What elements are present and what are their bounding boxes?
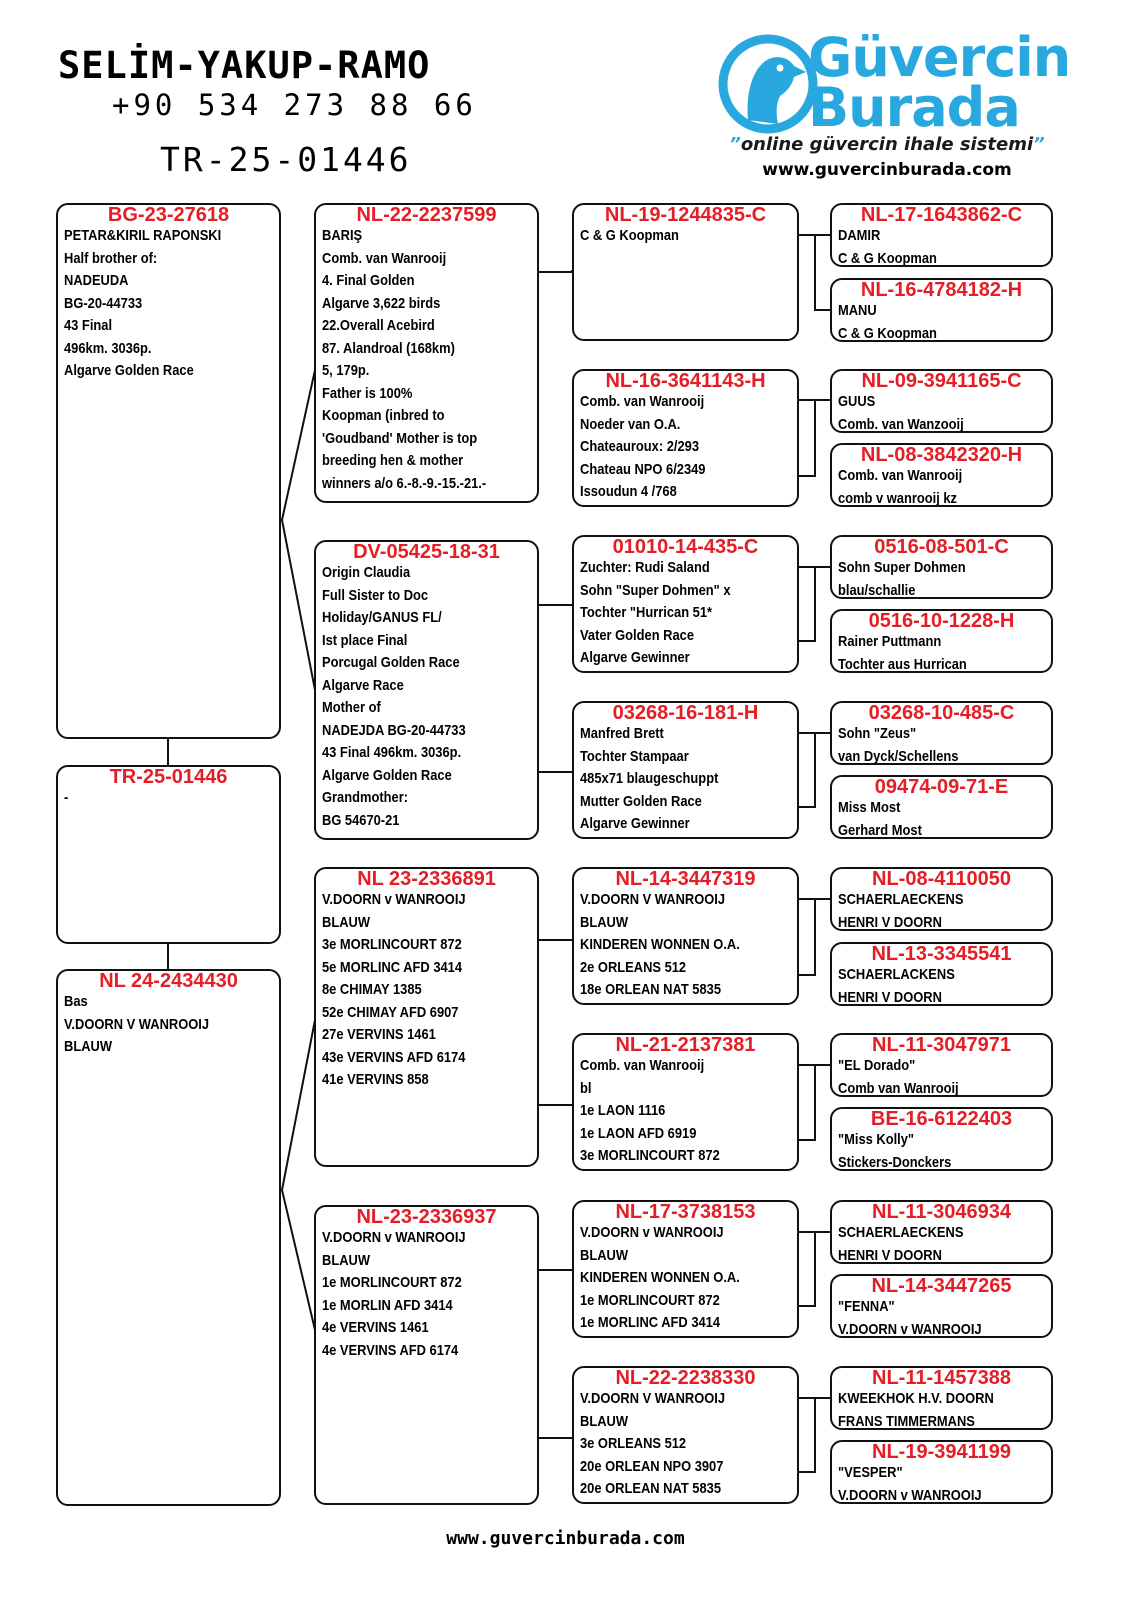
card-line: Algarve Race bbox=[322, 676, 404, 694]
pedigree-card-sddd bbox=[830, 775, 1053, 839]
card-line: Algarve Golden Race bbox=[322, 766, 452, 784]
ring-number: NL-09-3941165-C bbox=[861, 370, 1022, 392]
card-line: Origin Claudia bbox=[322, 564, 411, 581]
card-line: GUUS bbox=[838, 393, 876, 410]
card-line: DAMIR bbox=[838, 227, 881, 244]
ring-number: 0516-10-1228-H bbox=[868, 610, 1015, 632]
card-line: 1e LAON AFD 6919 bbox=[580, 1124, 697, 1142]
card-line: blau/schallie bbox=[838, 581, 916, 599]
card-line: Grandmother: bbox=[322, 789, 409, 806]
card-line: NADEJDA BG-20-44733 bbox=[322, 721, 466, 739]
card-line: Comb. van Wanrooij bbox=[322, 249, 447, 267]
card-line: Algarve Gewinner bbox=[580, 649, 690, 666]
ring-number: NL-16-3641143-H bbox=[605, 370, 766, 392]
ring-number: 09474-09-71-E bbox=[874, 776, 1009, 798]
footer-url: www.guvercinburada.com bbox=[446, 1528, 685, 1549]
ring-number: NL-22-2237599 bbox=[356, 204, 497, 226]
card-line: 2e ORLEANS 512 bbox=[580, 958, 687, 976]
card-line: Ist place Final bbox=[322, 631, 408, 649]
card-line: HENRI V DOORN bbox=[838, 1246, 942, 1264]
pedigree-card-ddss bbox=[830, 1200, 1053, 1264]
logo-url: www.guvercinburada.com bbox=[762, 160, 1012, 180]
logo-tagline: ”online güvercin ihale sistemi” bbox=[729, 134, 1045, 155]
card-line: V.DOORN v WANROOIJ bbox=[580, 1224, 724, 1241]
pedigree-card-sdd bbox=[572, 701, 799, 839]
card-line: V.DOORN v WANROOIJ bbox=[838, 1320, 982, 1338]
pedigree-card-dsds bbox=[830, 1033, 1053, 1097]
ring-number: NL 24-2434430 bbox=[99, 970, 238, 992]
ring-number: NL-17-1643862-C bbox=[860, 204, 1023, 226]
card-line: Holiday/GANUS FL/ bbox=[322, 609, 442, 626]
card-line: "EL Dorado" bbox=[838, 1057, 916, 1074]
pedigree-card-ss bbox=[314, 203, 539, 503]
card-line: 52e CHIMAY AFD 6907 bbox=[322, 1003, 459, 1021]
card-line: Chateau NPO 6/2349 bbox=[580, 460, 706, 478]
card-line: 1e LAON 1116 bbox=[580, 1102, 666, 1119]
pedigree-card-sd bbox=[314, 540, 539, 840]
card-line: KINDEREN WONNEN O.A. bbox=[580, 1269, 740, 1286]
card-line: HENRI V DOORN bbox=[838, 988, 942, 1006]
card-line: 43 Final 496km. 3036p. bbox=[322, 744, 462, 761]
card-line: 43 Final bbox=[64, 317, 113, 334]
card-line: KINDEREN WONNEN O.A. bbox=[580, 936, 740, 953]
card-line: SCHAERLAECKENS bbox=[838, 1224, 964, 1241]
ring-number: DV-05425-18-31 bbox=[353, 541, 500, 563]
ring-number: NL-11-3047971 bbox=[872, 1034, 1011, 1056]
card-line: BLAUW bbox=[580, 1246, 629, 1264]
pedigree-card-ds bbox=[314, 867, 539, 1167]
card-line: 1e MORLINCOURT 872 bbox=[580, 1291, 720, 1309]
pedigree-card-ssss bbox=[830, 203, 1053, 267]
card-line: 3e ORLEANS 512 bbox=[580, 1435, 687, 1452]
card-line: Miss Most bbox=[838, 799, 901, 816]
card-line: KWEEKHOK H.V. DOORN bbox=[838, 1390, 994, 1407]
card-line: 5, 179p. bbox=[322, 362, 370, 379]
card-line: Sohn "Super Dohmen" x bbox=[580, 581, 731, 599]
card-line: Issoudun 4 /768 bbox=[580, 483, 677, 500]
card-line: breeding hen & mother bbox=[322, 452, 464, 469]
card-line: "Miss Kolly" bbox=[838, 1131, 915, 1148]
card-line: Tochter "Hurrican 51* bbox=[580, 604, 713, 621]
ring-number: NL-14-3447265 bbox=[871, 1275, 1012, 1297]
card-line: bl bbox=[580, 1079, 592, 1097]
logo-word-burada: Burada bbox=[808, 76, 1020, 139]
card-line: Comb. van Wanzooij bbox=[838, 415, 964, 433]
pedigree-card-sss bbox=[572, 203, 799, 341]
logo-word-guvercin: Güvercin bbox=[808, 26, 1071, 89]
card-line: Sohn Super Dohmen bbox=[838, 559, 966, 576]
card-line: 1e MORLINCOURT 872 bbox=[322, 1274, 462, 1291]
ring-number: NL-22-2238330 bbox=[615, 1367, 756, 1389]
card-line: comb v wanrooij kz bbox=[838, 489, 958, 507]
ring-number: 03268-10-485-C bbox=[868, 702, 1015, 724]
pedigree-card-sssd bbox=[830, 278, 1053, 342]
ring-number: BE-16-6122403 bbox=[870, 1108, 1013, 1130]
logo-tagline-text: online güvercin ihale sistemi bbox=[740, 134, 1034, 155]
card-line: Comb. van Wanrooij bbox=[580, 1057, 705, 1074]
card-line: Porcugal Golden Race bbox=[322, 654, 460, 671]
card-line: Tochter aus Hurrican bbox=[838, 655, 967, 673]
card-line: 27e VERVINS 1461 bbox=[322, 1026, 436, 1043]
card-line: 22.Overall Acebird bbox=[322, 317, 435, 334]
pedigree-card-dds bbox=[572, 1200, 799, 1338]
card-line: Mother of bbox=[322, 699, 381, 716]
card-line: Tochter Stampaar bbox=[580, 747, 689, 765]
card-line: 4. Final Golden bbox=[322, 272, 415, 289]
card-line: Manfred Brett bbox=[580, 725, 664, 742]
card-line: Algarve 3,622 birds bbox=[322, 294, 441, 312]
card-line: V.DOORN V WANROOIJ bbox=[64, 1015, 210, 1033]
card-line: 3e MORLINCOURT 872 bbox=[580, 1147, 720, 1164]
pedigree-card-ddds bbox=[830, 1366, 1053, 1430]
card-line: BARIŞ bbox=[322, 227, 363, 244]
pedigree-card-sdsd bbox=[830, 609, 1053, 673]
card-line: V.DOORN v WANROOIJ bbox=[322, 1229, 466, 1246]
card-line: Vater Golden Race bbox=[580, 626, 695, 644]
card-line: HENRI V DOORN bbox=[838, 913, 942, 931]
pedigree-card-dss bbox=[572, 867, 799, 1005]
card-line: BG 54670-21 bbox=[322, 811, 400, 829]
card-line: Comb van Wanrooij bbox=[838, 1079, 959, 1097]
ring-number: 01010-14-435-C bbox=[612, 536, 759, 558]
card-line: 5e MORLINC AFD 3414 bbox=[322, 958, 463, 976]
card-line: SCHAERLAECKENS bbox=[838, 891, 964, 908]
ring-number: NL-14-3447319 bbox=[615, 868, 756, 890]
card-line: 20e ORLEAN NAT 5835 bbox=[580, 1480, 721, 1497]
card-line: BLAUW bbox=[580, 913, 629, 931]
card-line: 8e CHIMAY 1385 bbox=[322, 981, 422, 998]
card-line: Stickers-Donckers bbox=[838, 1153, 952, 1171]
main-ring-number: TR-25-01446 bbox=[160, 140, 412, 179]
card-line: SCHAERLACKENS bbox=[838, 966, 955, 983]
card-line: BLAUW bbox=[322, 1251, 371, 1269]
card-line: PETAR&KIRIL RAPONSKI bbox=[64, 227, 222, 244]
owner-phone: +90 534 273 88 66 bbox=[112, 88, 477, 122]
card-line: van Dyck/Schellens bbox=[838, 747, 959, 765]
card-line: 'Goudband' Mother is top bbox=[322, 429, 478, 447]
pedigree-card-ssds bbox=[830, 369, 1053, 433]
pedigree-card-dsd bbox=[572, 1033, 799, 1171]
card-line: - bbox=[64, 789, 69, 806]
card-line: C & G Koopman bbox=[838, 249, 937, 267]
ring-number: NL-19-3941199 bbox=[872, 1441, 1011, 1463]
card-line: 18e ORLEAN NAT 5835 bbox=[580, 981, 721, 998]
pedigree-card-dd bbox=[314, 1205, 539, 1505]
card-line: Algarve Golden Race bbox=[64, 362, 194, 379]
pedigree-card-dsdd bbox=[830, 1107, 1053, 1171]
card-line: Comb. van Wanrooij bbox=[838, 467, 963, 484]
ring-number: NL-13-3345541 bbox=[871, 943, 1012, 965]
pedigree-card-sdds bbox=[830, 701, 1053, 765]
card-line: Bas bbox=[64, 993, 88, 1010]
pedigree-card-ssd bbox=[572, 369, 799, 507]
card-line: Noeder van O.A. bbox=[580, 415, 681, 433]
ring-number: NL-11-1457388 bbox=[872, 1367, 1011, 1389]
ring-number: 03268-16-181-H bbox=[612, 702, 759, 724]
card-line: 4e VERVINS 1461 bbox=[322, 1319, 429, 1336]
pedigree-card-sdss bbox=[830, 535, 1053, 599]
card-line: 41e VERVINS 858 bbox=[322, 1071, 429, 1088]
ring-number: NL 23-2336891 bbox=[357, 868, 496, 890]
card-line: Full Sister to Doc bbox=[322, 586, 429, 604]
ring-number: NL-19-1244835-C bbox=[604, 204, 767, 226]
card-line: MANU bbox=[838, 302, 877, 319]
card-line: "FENNA" bbox=[838, 1298, 895, 1315]
ring-number: NL-23-2336937 bbox=[356, 1206, 497, 1228]
card-line: Father is 100% bbox=[322, 384, 413, 402]
pedigree-card-ddsd bbox=[830, 1274, 1053, 1338]
card-line: C & G Koopman bbox=[838, 324, 937, 342]
card-line: NADEUDA bbox=[64, 272, 129, 289]
ring-number: BG-23-27618 bbox=[107, 204, 230, 226]
pedigree-card-sds bbox=[572, 535, 799, 673]
pedigree-card-ssdd bbox=[830, 443, 1053, 507]
card-line: 20e ORLEAN NPO 3907 bbox=[580, 1457, 724, 1475]
card-line: BLAUW bbox=[580, 1412, 629, 1430]
pedigree-card-dssd bbox=[830, 942, 1053, 1006]
card-line: BLAUW bbox=[64, 1038, 113, 1055]
card-line: V.DOORN V WANROOIJ bbox=[580, 891, 726, 908]
card-line: C & G Koopman bbox=[580, 227, 679, 244]
card-line: 43e VERVINS AFD 6174 bbox=[322, 1048, 466, 1066]
card-line: 87. Alandroal (168km) bbox=[322, 339, 455, 357]
owner-name: SELİM-YAKUP-RAMO bbox=[58, 44, 431, 87]
card-line: 4e VERVINS AFD 6174 bbox=[322, 1341, 459, 1359]
pedigree-card-subject bbox=[56, 765, 281, 944]
card-line: Zuchter: Rudi Saland bbox=[580, 559, 710, 576]
card-line: Comb. van Wanrooij bbox=[580, 393, 705, 410]
card-line: BLAUW bbox=[322, 913, 371, 931]
ring-number: NL-17-3738153 bbox=[615, 1201, 756, 1223]
card-line: 1e MORLINC AFD 3414 bbox=[580, 1314, 721, 1331]
pedigree-card-ddd bbox=[572, 1366, 799, 1504]
ring-number: NL-08-3842320-H bbox=[860, 444, 1023, 466]
pedigree-card-dam bbox=[56, 969, 281, 1506]
pedigree-card-dsss bbox=[830, 867, 1053, 931]
card-line: Half brother of: bbox=[64, 249, 158, 267]
card-line: 496km. 3036p. bbox=[64, 339, 152, 357]
ring-number: NL-11-3046934 bbox=[872, 1201, 1011, 1223]
card-line: Chateauroux: 2/293 bbox=[580, 438, 700, 455]
card-line: 485x71 blaugeschuppt bbox=[580, 770, 719, 787]
card-line: 1e MORLIN AFD 3414 bbox=[322, 1296, 453, 1314]
ring-number: TR-25-01446 bbox=[109, 766, 228, 788]
ring-number: NL-21-2137381 bbox=[615, 1034, 756, 1056]
pedigree-card-sire bbox=[56, 203, 281, 739]
ring-number: NL-08-4110050 bbox=[872, 868, 1011, 890]
ring-number: 0516-08-501-C bbox=[874, 536, 1009, 558]
card-line: Rainer Puttmann bbox=[838, 633, 942, 650]
card-line: Koopman (inbred to bbox=[322, 407, 445, 424]
card-line: Algarve Gewinner bbox=[580, 815, 690, 832]
pedigree-card-dddd bbox=[830, 1440, 1053, 1504]
card-line: Gerhard Most bbox=[838, 821, 922, 839]
card-line: Sohn "Zeus" bbox=[838, 725, 917, 742]
card-line: "VESPER" bbox=[838, 1464, 903, 1481]
ring-number: NL-16-4784182-H bbox=[860, 279, 1023, 301]
card-line: FRANS TIMMERMANS bbox=[838, 1412, 975, 1430]
card-line: V.DOORN v WANROOIJ bbox=[838, 1486, 982, 1504]
card-line: winners a/o 6.-8.-9.-15.-21.- bbox=[322, 474, 487, 492]
card-line: Mutter Golden Race bbox=[580, 792, 702, 810]
card-line: V.DOORN V WANROOIJ bbox=[580, 1390, 726, 1407]
card-line: V.DOORN v WANROOIJ bbox=[322, 891, 466, 908]
card-line: BG-20-44733 bbox=[64, 294, 143, 312]
card-line: 3e MORLINCOURT 872 bbox=[322, 936, 462, 953]
